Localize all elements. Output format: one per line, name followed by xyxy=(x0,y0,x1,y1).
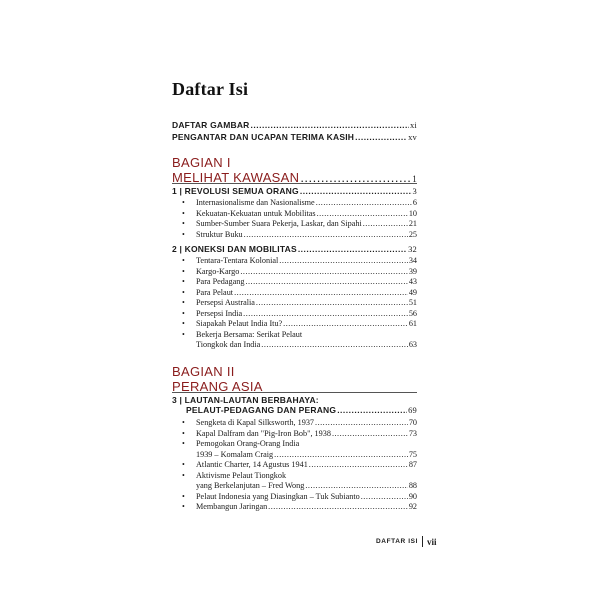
list-item[interactable] xyxy=(172,309,417,320)
page-footer xyxy=(376,536,437,547)
toc-entry-page: 69 xyxy=(408,405,417,415)
item-page: 63 xyxy=(408,340,417,349)
chapter-label-line1: 3 | LAUTAN-LAUTAN BERBAHAYA: xyxy=(172,395,319,405)
item-label: Tiongkok dan India xyxy=(196,340,261,349)
part-label: BAGIAN I xyxy=(172,155,231,170)
bullet-icon: • xyxy=(182,428,185,438)
item-label: Sengketa di Kapal Silksworth, 1937 xyxy=(196,418,315,427)
chapter-entry[interactable] xyxy=(172,244,417,254)
bullet-icon: • xyxy=(182,418,185,427)
item-page: 70 xyxy=(408,418,417,427)
item-page: 56 xyxy=(408,308,417,318)
part-label: BAGIAN II xyxy=(172,364,235,379)
page-number: vii xyxy=(427,536,437,547)
chapter-entry[interactable] xyxy=(172,186,417,196)
item-page: 34 xyxy=(408,256,417,265)
toc-entry[interactable] xyxy=(172,120,417,130)
item-label-line1: Pemogokan Orang-Orang India xyxy=(196,439,300,448)
list-item[interactable] xyxy=(172,209,417,220)
chapter-items xyxy=(172,198,417,240)
chapter-3 xyxy=(172,395,417,513)
list-item[interactable] xyxy=(172,277,417,288)
item-label: Pelaut Indonesia yang Diasingkan – Tuk Subianto xyxy=(196,491,360,501)
list-item[interactable] xyxy=(172,502,417,513)
list-item[interactable] xyxy=(172,230,417,241)
leader-dots xyxy=(274,450,408,461)
chapter-items xyxy=(172,256,417,351)
item-page: 73 xyxy=(408,428,417,438)
item-label: Kekuatan-Kekuatan untuk Mobilitas xyxy=(196,208,316,218)
item-label: Kargo-Kargo xyxy=(196,266,240,276)
leader-dots xyxy=(268,502,408,513)
list-item[interactable] xyxy=(172,460,417,471)
item-page: 21 xyxy=(408,219,417,228)
item-label: Sumber-Sumber Suara Pekerja, Laskar, dan Sipahi xyxy=(196,219,362,228)
page-title: Daftar Isi xyxy=(172,79,249,99)
item-label: yang Berkelanjutan – Fred Wong xyxy=(196,481,305,490)
bullet-icon: • xyxy=(182,266,185,276)
leader-dots xyxy=(315,418,408,429)
item-label-line1: Bekerja Bersama: Serikat Pelaut xyxy=(196,329,303,339)
footer-section-title: DAFTAR ISI xyxy=(376,538,418,545)
list-item[interactable] xyxy=(172,288,417,299)
bullet-icon: • xyxy=(182,256,185,265)
item-page: 25 xyxy=(408,229,417,239)
leader-dots xyxy=(337,405,407,415)
item-page: 10 xyxy=(408,208,417,218)
item-page: 90 xyxy=(408,491,417,501)
toc-entry-page: xv xyxy=(408,132,417,142)
chapter-items xyxy=(172,418,417,513)
leader-dots xyxy=(244,230,408,241)
item-label: Internasionalisme dan Nasionalisme xyxy=(196,198,315,207)
item-label: Tentara-Tentara Kolonial xyxy=(196,256,279,265)
bullet-icon: • xyxy=(182,219,185,228)
item-page: 51 xyxy=(408,298,417,307)
item-label: Atlantic Charter, 14 Agustus 1941 xyxy=(196,460,308,469)
leader-dots xyxy=(363,219,408,230)
toc-entry-page: 1 xyxy=(412,174,417,184)
bullet-icon: • xyxy=(182,329,185,339)
part-title: PERANG ASIA xyxy=(172,379,263,394)
toc-entry-label: PENGANTAR DAN UCAPAN TERIMA KASIH xyxy=(172,132,355,142)
list-item[interactable] xyxy=(172,267,417,278)
item-label: Para Pelaut xyxy=(196,287,234,297)
toc-entry[interactable] xyxy=(172,132,417,142)
leader-dots xyxy=(256,298,408,309)
front-matter xyxy=(172,120,417,142)
leader-dots xyxy=(279,256,408,267)
item-label: 1939 – Komalam Craig xyxy=(196,449,274,459)
chapter-2 xyxy=(172,244,417,351)
chapter-label: PELAUT-PEDAGANG DAN PERANG xyxy=(186,405,337,415)
item-label: Kapal Dalfram dan "Pig-Iron Bob", 1938 xyxy=(196,428,331,438)
leader-dots xyxy=(240,267,407,278)
leader-dots xyxy=(361,492,408,503)
leader-dots xyxy=(245,277,407,288)
item-label: Para Pedagang xyxy=(196,277,245,286)
item-label: Membangun Jaringan xyxy=(196,502,268,511)
leader-dots xyxy=(298,244,407,254)
toc-entry-label: DAFTAR GAMBAR xyxy=(172,120,250,130)
item-label: Struktur Buku xyxy=(196,229,243,239)
chapter-label: 1 | REVOLUSI SEMUA ORANG xyxy=(172,186,299,196)
list-item[interactable] xyxy=(172,492,417,503)
leader-dots xyxy=(243,309,408,320)
list-item[interactable] xyxy=(172,319,417,330)
item-page: 88 xyxy=(408,481,417,490)
leader-dots xyxy=(234,288,408,299)
item-page: 92 xyxy=(408,502,417,511)
item-page: 87 xyxy=(408,460,417,469)
chapter-entry[interactable] xyxy=(172,405,417,415)
item-label: Siapakah Pelaut India Itu? xyxy=(196,319,283,328)
divider xyxy=(172,392,417,393)
bullet-icon: • xyxy=(182,277,185,286)
leader-dots xyxy=(309,460,408,471)
list-item[interactable] xyxy=(172,418,417,429)
bullet-icon: • xyxy=(182,502,185,511)
item-label: Persepsi Australia xyxy=(196,298,255,307)
list-item[interactable] xyxy=(172,330,417,351)
bullet-icon: • xyxy=(182,308,185,318)
list-item[interactable] xyxy=(172,298,417,309)
item-page: 49 xyxy=(408,287,417,297)
item-page: 43 xyxy=(408,277,417,286)
leader-dots xyxy=(251,120,409,130)
list-item[interactable] xyxy=(172,439,417,460)
chapter-1 xyxy=(172,186,417,240)
leader-dots xyxy=(355,132,407,142)
list-item[interactable] xyxy=(172,219,417,230)
list-item[interactable] xyxy=(172,429,417,440)
bullet-icon: • xyxy=(182,287,185,297)
bullet-icon: • xyxy=(182,298,185,307)
part-2 xyxy=(172,365,417,394)
toc-entry-page: 32 xyxy=(408,244,417,254)
leader-dots xyxy=(316,198,412,209)
toc-entry-page: xi xyxy=(409,120,417,130)
part-1 xyxy=(172,156,417,185)
leader-dots xyxy=(300,186,412,196)
bullet-icon: • xyxy=(182,460,185,469)
bullet-icon: • xyxy=(182,470,185,480)
item-page: 75 xyxy=(408,449,417,459)
part-title: MELIHAT KAWASAN xyxy=(172,170,300,185)
bullet-icon: • xyxy=(182,491,185,501)
footer-separator xyxy=(422,536,423,547)
leader-dots xyxy=(332,429,408,440)
toc-entry-page: 3 xyxy=(412,186,417,196)
bullet-icon: • xyxy=(182,229,185,239)
list-item[interactable] xyxy=(172,256,417,267)
bullet-icon: • xyxy=(182,439,185,448)
bullet-icon: • xyxy=(182,198,185,207)
leader-dots xyxy=(283,319,408,330)
chapter-label: 2 | KONEKSI DAN MOBILITAS xyxy=(172,244,297,254)
item-page: 61 xyxy=(408,319,417,328)
divider xyxy=(172,183,417,184)
item-label-line1: Aktivisme Pelaut Tiongkok xyxy=(196,470,287,480)
leader-dots xyxy=(317,209,408,220)
list-item[interactable] xyxy=(172,471,417,492)
leader-dots xyxy=(261,340,408,351)
item-page: 6 xyxy=(412,198,417,207)
item-label: Persepsi India xyxy=(196,308,243,318)
bullet-icon: • xyxy=(182,208,185,218)
leader-dots xyxy=(305,481,407,492)
list-item[interactable] xyxy=(172,198,417,209)
item-page: 39 xyxy=(408,266,417,276)
bullet-icon: • xyxy=(182,319,185,328)
